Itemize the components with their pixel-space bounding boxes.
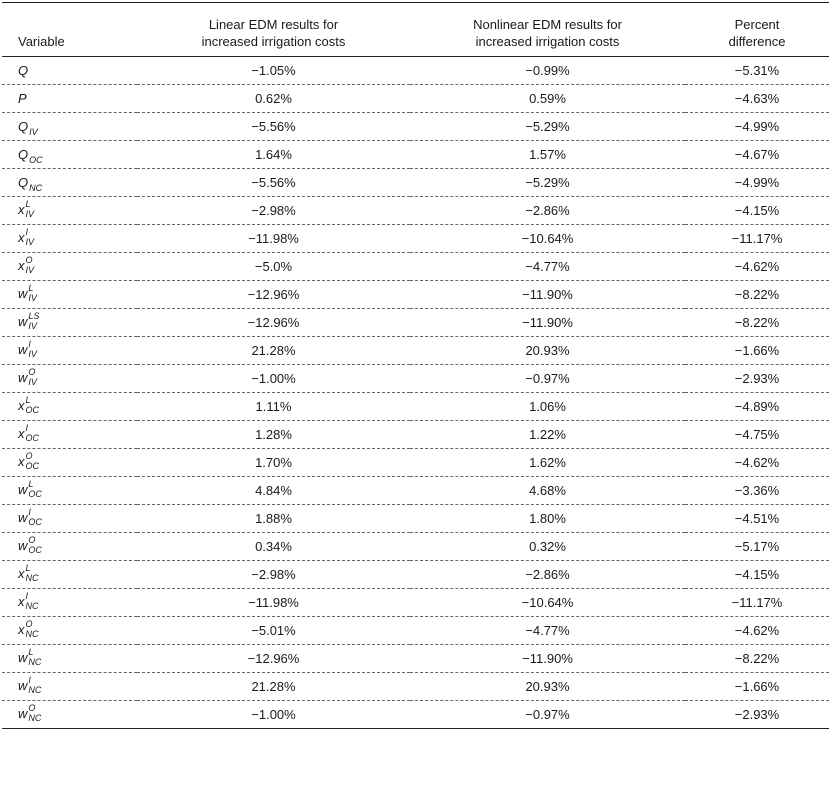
variable-cell — [2, 589, 137, 617]
table-row — [2, 337, 829, 365]
linear-value-cell: −5.0% — [137, 253, 410, 281]
table-row — [2, 169, 829, 197]
variable-symbol — [18, 339, 37, 359]
variable-base: x — [18, 593, 25, 609]
variable-scripts — [26, 228, 35, 247]
variable-scripts — [26, 424, 40, 443]
table-row — [2, 589, 829, 617]
variable-symbol — [18, 395, 39, 415]
variable-symbol — [18, 675, 42, 695]
table-row — [2, 477, 829, 505]
variable-subscript: OC — [28, 489, 42, 499]
variable-subscript: IV — [28, 349, 37, 359]
percent-difference-cell: −2.93% — [685, 365, 829, 393]
variable-scripts — [28, 536, 42, 555]
variable-base: w — [18, 313, 28, 329]
percent-difference-cell: −4.62% — [685, 253, 829, 281]
nonlinear-value-cell: 0.59% — [410, 85, 685, 113]
table-row — [2, 253, 829, 281]
linear-value-cell: −2.98% — [137, 197, 410, 225]
table-row — [2, 393, 829, 421]
variable-subscript: NC — [28, 657, 42, 667]
percent-difference-cell: −4.62% — [685, 449, 829, 477]
variable-subscript: NC — [29, 183, 43, 194]
table-row — [2, 141, 829, 169]
variable-superscript: L — [25, 395, 31, 405]
linear-value-cell: 0.62% — [137, 85, 410, 113]
variable-superscript: O — [25, 619, 33, 629]
nonlinear-value-cell: 20.93% — [410, 337, 685, 365]
variable-base: Q — [18, 119, 29, 134]
variable-scripts — [26, 256, 35, 275]
table-row — [2, 701, 829, 729]
table-row — [2, 365, 829, 393]
variable-subscript: OC — [29, 155, 43, 166]
percent-difference-cell: −4.75% — [685, 421, 829, 449]
variable-scripts — [28, 312, 39, 331]
results-table-container — [2, 2, 829, 729]
variable-superscript: L — [28, 647, 34, 657]
variable-scripts — [29, 156, 43, 165]
table-row — [2, 85, 829, 113]
linear-value-cell: 1.70% — [137, 449, 410, 477]
variable-superscript: I — [25, 591, 29, 601]
variable-scripts — [26, 396, 40, 415]
table-row — [2, 113, 829, 141]
variable-base: x — [18, 425, 25, 441]
variable-symbol — [18, 451, 39, 471]
variable-scripts — [28, 676, 41, 695]
variable-cell — [2, 533, 137, 561]
variable-scripts — [28, 508, 42, 527]
nonlinear-value-cell: 1.22% — [410, 421, 685, 449]
variable-superscript: O — [28, 367, 36, 377]
nonlinear-value-cell: 1.06% — [410, 393, 685, 421]
variable-scripts — [26, 592, 39, 611]
variable-scripts — [29, 128, 38, 137]
linear-value-cell: 21.28% — [137, 673, 410, 701]
variable-symbol — [18, 91, 27, 106]
variable-cell — [2, 365, 137, 393]
variable-superscript: I — [28, 675, 31, 685]
linear-value-cell: 1.64% — [137, 141, 410, 169]
variable-cell — [2, 673, 137, 701]
linear-value-cell: −12.96% — [137, 309, 410, 337]
table-row — [2, 197, 829, 225]
variable-subscript: OC — [28, 517, 42, 527]
percent-difference-cell: −2.93% — [685, 701, 829, 729]
variable-subscript: IV — [28, 293, 37, 303]
nonlinear-value-cell: −11.90% — [410, 645, 685, 673]
variable-cell — [2, 645, 137, 673]
variable-cell — [2, 281, 137, 309]
variable-subscript: OC — [25, 433, 39, 443]
percent-difference-cell: −4.89% — [685, 393, 829, 421]
header-percent — [685, 3, 829, 57]
table-row — [2, 505, 829, 533]
percent-difference-cell: −1.66% — [685, 337, 829, 365]
variable-cell — [2, 169, 137, 197]
percent-difference-cell: −3.36% — [685, 477, 829, 505]
header-linear — [137, 3, 410, 57]
nonlinear-value-cell: 20.93% — [410, 673, 685, 701]
variable-cell — [2, 197, 137, 225]
variable-symbol — [18, 147, 43, 166]
variable-superscript: O — [25, 451, 33, 461]
variable-cell — [2, 309, 137, 337]
variable-subscript: IV — [29, 127, 38, 138]
variable-subscript: OC — [28, 545, 42, 555]
linear-value-cell: 1.11% — [137, 393, 410, 421]
table-row — [2, 225, 829, 253]
variable-base: x — [18, 257, 25, 273]
variable-subscript: OC — [25, 461, 39, 471]
variable-subscript: IV — [28, 377, 37, 387]
percent-difference-cell: −1.66% — [685, 673, 829, 701]
percent-difference-cell: −5.31% — [734, 63, 780, 78]
percent-difference-cell: −4.99% — [685, 113, 829, 141]
variable-symbol — [18, 563, 39, 583]
variable-symbol — [18, 479, 42, 499]
variable-cell — [2, 57, 137, 85]
nonlinear-value-cell: −5.29% — [410, 169, 685, 197]
variable-scripts — [26, 200, 35, 219]
percent-difference-cell: −8.22% — [685, 281, 829, 309]
variable-base: w — [18, 677, 28, 693]
variable-symbol — [18, 227, 35, 247]
variable-base: Q — [18, 147, 29, 162]
linear-value-cell: 4.84% — [137, 477, 410, 505]
variable-subscript: IV — [25, 209, 35, 219]
variable-superscript: L — [25, 199, 31, 209]
table-row — [2, 617, 829, 645]
variable-base: x — [18, 201, 25, 217]
nonlinear-value-cell: −2.86% — [410, 197, 685, 225]
variable-base: w — [18, 341, 28, 357]
header-variable: Variable — [18, 34, 65, 49]
percent-difference-cell: −8.22% — [685, 645, 829, 673]
variable-subscript: IV — [25, 265, 35, 275]
nonlinear-value-cell: 0.32% — [410, 533, 685, 561]
variable-base: w — [18, 649, 28, 665]
linear-value-cell: 1.88% — [137, 505, 410, 533]
table-row — [2, 673, 829, 701]
variable-scripts — [29, 184, 42, 193]
variable-subscript: IV — [25, 237, 35, 247]
variable-base: w — [18, 509, 28, 525]
percent-difference-cell: −4.51% — [685, 505, 829, 533]
variable-subscript: NC — [25, 601, 39, 611]
table-row — [2, 57, 829, 85]
nonlinear-value-cell: −11.90% — [410, 281, 685, 309]
results-table — [2, 2, 829, 729]
table-row — [2, 645, 829, 673]
percent-difference-cell: −5.17% — [685, 533, 829, 561]
percent-difference-cell: −11.17% — [685, 589, 829, 617]
variable-scripts — [26, 452, 40, 471]
variable-superscript: O — [28, 535, 36, 545]
table-row — [2, 449, 829, 477]
table-body — [2, 57, 829, 729]
variable-base: P — [18, 91, 27, 106]
variable-base: w — [18, 369, 28, 385]
variable-cell — [2, 337, 137, 365]
variable-cell — [2, 449, 137, 477]
variable-scripts — [28, 368, 37, 387]
linear-value-cell: −11.98% — [137, 225, 410, 253]
linear-value-cell: −5.01% — [137, 617, 410, 645]
header-linear-line1: Linear EDM results for — [208, 17, 339, 32]
variable-base: Q — [18, 63, 29, 78]
nonlinear-value-cell: −0.97% — [410, 701, 685, 729]
nonlinear-value-cell: −5.29% — [410, 113, 685, 141]
variable-cell — [2, 421, 137, 449]
linear-value-cell: 1.28% — [137, 421, 410, 449]
variable-cell — [2, 85, 137, 113]
linear-value-cell: −5.56% — [137, 113, 410, 141]
variable-scripts — [28, 340, 37, 359]
nonlinear-value-cell: −4.77% — [410, 253, 685, 281]
variable-base: w — [18, 705, 28, 721]
nonlinear-value-cell: 1.62% — [410, 449, 685, 477]
nonlinear-value-cell: −10.64% — [410, 225, 685, 253]
linear-value-cell: −2.98% — [137, 561, 410, 589]
variable-subscript: IV — [28, 321, 37, 331]
nonlinear-value-cell: 4.68% — [410, 477, 685, 505]
variable-base: w — [18, 537, 28, 553]
table-row — [2, 533, 829, 561]
header-row — [2, 3, 829, 57]
linear-value-cell: 21.28% — [137, 337, 410, 365]
variable-base: w — [18, 285, 28, 301]
variable-symbol — [18, 647, 42, 667]
nonlinear-value-cell: −0.99% — [525, 63, 570, 78]
variable-symbol — [18, 591, 39, 611]
nonlinear-value-cell: 1.80% — [410, 505, 685, 533]
variable-symbol — [18, 423, 39, 443]
nonlinear-value-cell: −2.86% — [410, 561, 685, 589]
variable-subscript: NC — [25, 629, 39, 639]
linear-value-cell: −1.00% — [137, 701, 410, 729]
linear-value-cell: −1.00% — [137, 365, 410, 393]
table-row — [2, 281, 829, 309]
variable-base: x — [18, 229, 25, 245]
variable-cell — [2, 701, 137, 729]
nonlinear-value-cell: −11.90% — [410, 309, 685, 337]
variable-scripts — [28, 704, 41, 723]
nonlinear-value-cell: −0.97% — [410, 365, 685, 393]
variable-symbol — [18, 175, 43, 194]
linear-value-cell: −5.56% — [137, 169, 410, 197]
variable-scripts — [26, 564, 39, 583]
linear-value-cell: 0.34% — [137, 533, 410, 561]
variable-scripts — [26, 620, 39, 639]
variable-cell — [2, 253, 137, 281]
variable-superscript: I — [25, 423, 29, 433]
linear-value-cell: −12.96% — [137, 281, 410, 309]
linear-value-cell: −12.96% — [137, 645, 410, 673]
variable-symbol — [18, 119, 38, 138]
variable-symbol — [18, 703, 42, 723]
linear-value-cell: −1.05% — [251, 63, 296, 78]
header-percent-line2: difference — [728, 34, 786, 49]
nonlinear-value-cell: −10.64% — [410, 589, 685, 617]
variable-superscript: I — [28, 339, 31, 349]
variable-base: x — [18, 397, 25, 413]
variable-subscript: OC — [25, 405, 39, 415]
variable-symbol — [18, 311, 40, 331]
variable-cell — [2, 477, 137, 505]
variable-superscript: L — [25, 563, 31, 573]
variable-subscript: NC — [28, 685, 42, 695]
variable-subscript: NC — [28, 713, 42, 723]
variable-scripts — [28, 480, 42, 499]
variable-base: x — [18, 565, 25, 581]
percent-difference-cell: −4.62% — [685, 617, 829, 645]
variable-superscript: O — [28, 703, 36, 713]
variable-superscript: L — [28, 479, 34, 489]
percent-difference-cell: −4.67% — [685, 141, 829, 169]
variable-cell — [2, 561, 137, 589]
variable-base: x — [18, 621, 25, 637]
table-row — [2, 561, 829, 589]
percent-difference-cell: −4.99% — [685, 169, 829, 197]
header-nonlinear-line2: increased irrigation costs — [475, 34, 620, 49]
header-percent-line1: Percent — [734, 17, 780, 32]
table-row — [2, 309, 829, 337]
variable-symbol — [18, 535, 42, 555]
variable-base: Q — [18, 175, 29, 190]
variable-symbol — [18, 63, 28, 78]
header-linear-line2: increased irrigation costs — [201, 34, 346, 49]
header-nonlinear — [410, 3, 685, 57]
percent-difference-cell: −4.63% — [685, 85, 829, 113]
nonlinear-value-cell: −4.77% — [410, 617, 685, 645]
variable-symbol — [18, 367, 37, 387]
nonlinear-value-cell: 1.57% — [410, 141, 685, 169]
variable-cell — [2, 617, 137, 645]
variable-symbol — [18, 199, 35, 219]
percent-difference-cell: −4.15% — [685, 561, 829, 589]
variable-superscript: I — [28, 507, 31, 517]
header-nonlinear-line1: Nonlinear EDM results for — [473, 17, 622, 32]
linear-value-cell: −11.98% — [137, 589, 410, 617]
percent-difference-cell: −11.17% — [685, 225, 829, 253]
variable-subscript: NC — [25, 573, 39, 583]
variable-symbol — [18, 507, 42, 527]
variable-cell — [2, 225, 137, 253]
variable-cell — [2, 393, 137, 421]
variable-superscript: LS — [28, 311, 40, 321]
variable-cell — [2, 505, 137, 533]
variable-symbol — [18, 255, 35, 275]
variable-base: x — [18, 453, 25, 469]
percent-difference-cell: −8.22% — [685, 309, 829, 337]
variable-scripts — [28, 284, 37, 303]
variable-superscript: O — [25, 255, 33, 265]
variable-superscript: L — [28, 283, 34, 293]
variable-base: w — [18, 481, 28, 497]
variable-scripts — [28, 648, 41, 667]
variable-superscript: I — [25, 227, 29, 237]
variable-cell — [2, 113, 137, 141]
variable-cell — [2, 141, 137, 169]
variable-symbol — [18, 283, 37, 303]
percent-difference-cell: −4.15% — [685, 197, 829, 225]
variable-symbol — [18, 619, 39, 639]
table-row — [2, 421, 829, 449]
